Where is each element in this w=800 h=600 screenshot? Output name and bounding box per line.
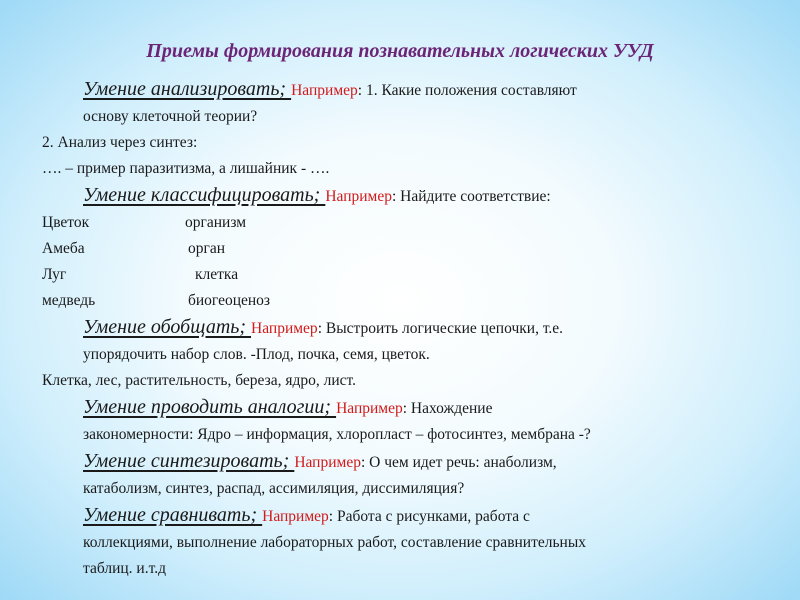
item-text-continued: катаболизм, синтез, распад, ассимиляция, диссимиляция? bbox=[83, 480, 465, 497]
skill-heading: Умение классифицировать; bbox=[83, 184, 326, 206]
classification-match: клетка bbox=[195, 266, 239, 283]
example-label: Например bbox=[294, 454, 361, 471]
item-text-continued: коллекциями, выполнение лабораторных работ, составление сравнительных bbox=[83, 534, 587, 551]
item-text-continued: таблиц. и.т.д bbox=[83, 560, 166, 577]
slide-title: Приемы формирования познавательных логических УУД bbox=[146, 40, 654, 62]
classification-row bbox=[42, 288, 762, 314]
item-text: : Нахождение bbox=[402, 400, 493, 417]
bullet-item-generalize bbox=[42, 314, 762, 368]
slide-content bbox=[42, 76, 762, 582]
example-label: Например bbox=[262, 508, 329, 525]
classification-match: организм bbox=[185, 214, 247, 231]
skill-heading: Умение проводить аналогии; bbox=[83, 396, 337, 418]
item-text-continued: основу клеточной теории? bbox=[83, 108, 258, 125]
bullet-item-compare bbox=[42, 502, 762, 582]
bullet-item-analyze bbox=[42, 76, 762, 130]
item-text: : 1. Какие положения составляют bbox=[357, 82, 577, 99]
classification-row bbox=[42, 236, 762, 262]
skill-heading: Умение обобщать; bbox=[83, 316, 252, 338]
classification-term: медведь bbox=[42, 292, 96, 309]
bullet-item-synthesize bbox=[42, 448, 762, 502]
classification-term: Цветок bbox=[42, 214, 90, 231]
bullet-item-analogies bbox=[42, 394, 762, 448]
classification-row bbox=[42, 210, 762, 236]
item-text: : Работа с рисунками, работа с bbox=[328, 508, 530, 525]
item-text: : Найдите соответствие: bbox=[391, 188, 551, 205]
skill-heading: Умение сравнивать; bbox=[83, 504, 263, 526]
bullet-item-classify bbox=[42, 182, 762, 210]
item-text: : Выстроить логические цепочки, т.е. bbox=[317, 320, 564, 337]
analysis-line: …. – пример паразитизма, а лишайник - …. bbox=[42, 160, 330, 177]
item-text-continued: закономерности: Ядро – информация, хлоропласт – фотосинтез, мембрана -? bbox=[83, 426, 591, 443]
analysis-line: 2. Анализ через синтез: bbox=[42, 134, 198, 151]
classification-term: Луг bbox=[42, 266, 67, 283]
classification-row bbox=[42, 262, 762, 288]
example-label: Например bbox=[291, 82, 358, 99]
classification-match: орган bbox=[188, 240, 226, 257]
skill-heading: Умение синтезировать; bbox=[83, 450, 295, 472]
example-label: Например bbox=[251, 320, 318, 337]
classification-term: Амеба bbox=[42, 240, 85, 257]
item-text: : О чем идет речь: анаболизм, bbox=[360, 454, 557, 471]
example-label: Например bbox=[325, 188, 392, 205]
example-label: Например bbox=[336, 400, 403, 417]
classification-match: биогеоценоз bbox=[188, 292, 271, 309]
skill-heading: Умение анализировать; bbox=[83, 78, 292, 100]
item-text-continued: упорядочить набор слов. -Плод, почка, семя, цветок. bbox=[83, 346, 430, 363]
generalize-extra-line: Клетка, лес, растительность, береза, ядро, лист. bbox=[42, 372, 357, 389]
